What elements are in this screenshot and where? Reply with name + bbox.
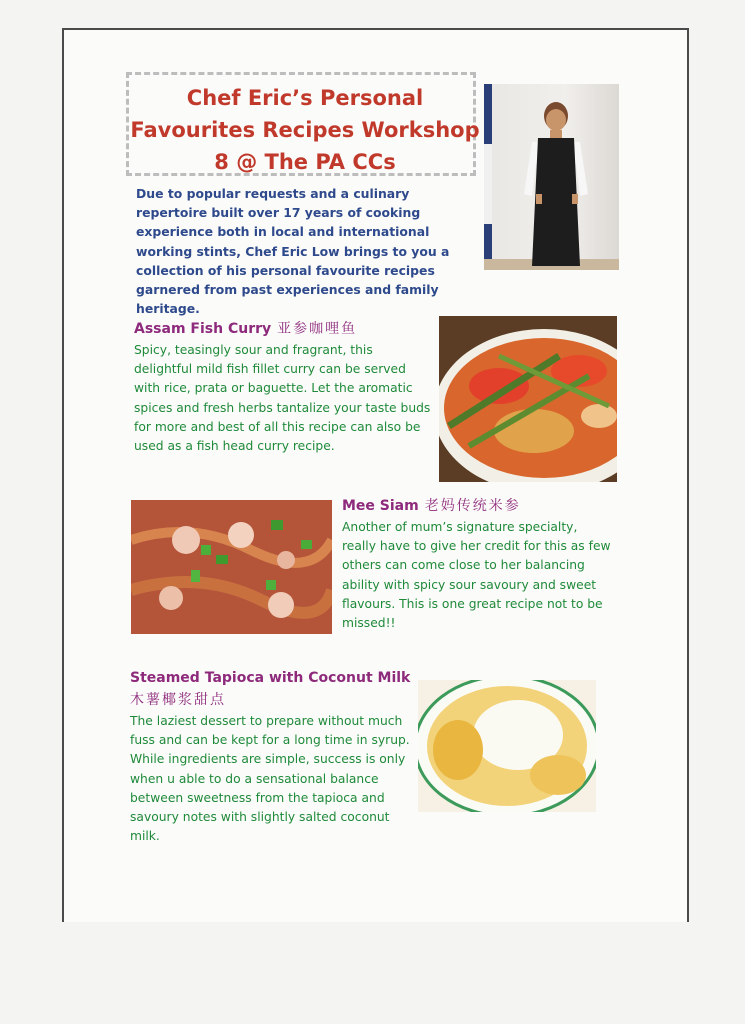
recipe-name-chinese: 老妈传统米参: [424, 498, 521, 514]
recipe-name: Steamed Tapioca with Coconut Milk: [130, 670, 411, 686]
recipe-name: Mee Siam: [342, 498, 419, 514]
title-line-1: Chef Eric’s Personal: [186, 86, 424, 110]
recipe-name-chinese-text: 木薯椰浆甜点: [130, 692, 226, 708]
title-line-2: Favourites Recipes Workshop: [130, 118, 480, 142]
recipe-steamed-tapioca: [130, 670, 415, 846]
recipe-assam-fish-curry: [134, 318, 434, 456]
steamed-tapioca-photo: [418, 680, 596, 812]
recipe-description: The laziest dessert to prepare without much fuss and can be kept for a long time in syrup. While ingredients are simple, success is only when u able to do a sensational balance between sweetness from the tapioca and savoury notes with slightly salted coconut milk.: [130, 714, 410, 844]
recipe-name-chinese: [130, 689, 415, 709]
recipe-mee-siam: [342, 495, 612, 633]
recipe-heading: [342, 495, 612, 515]
assam-fish-curry-photo: [439, 316, 617, 482]
mee-siam-photo: [131, 500, 332, 634]
chef-photo: [484, 84, 619, 270]
recipe-description: Spicy, teasingly sour and fragrant, this delightful mild fish fillet curry can be served with rice, prata or baguette. Let the aromatic spices and fresh herbs tantalize your taste buds for more and best of all this recipe can also be used as a fish head curry recipe.: [134, 343, 431, 454]
recipe-name-chinese: 亚参咖哩鱼: [277, 321, 358, 337]
recipe-heading: [134, 318, 434, 338]
recipe-description: Another of mum’s signature specialty, really have to give her credit for this as few others can come close to her balancing ability with spicy sour savoury and sweet flavours. This is one great recipe not to be missed!!: [342, 520, 611, 631]
workshop-title: [130, 82, 480, 178]
page-bottom-margin: [0, 922, 745, 1024]
intro-paragraph: Due to popular requests and a culinary repertoire built over 17 years of cooking experience both in local and international working stints, Chef Eric Low brings to you a collection of his personal favourite recipes garnered from past experiences and family heritage.: [136, 186, 450, 317]
recipe-name: Assam Fish Curry: [134, 321, 272, 337]
title-line-3: 8 @ The PA CCs: [214, 150, 396, 174]
